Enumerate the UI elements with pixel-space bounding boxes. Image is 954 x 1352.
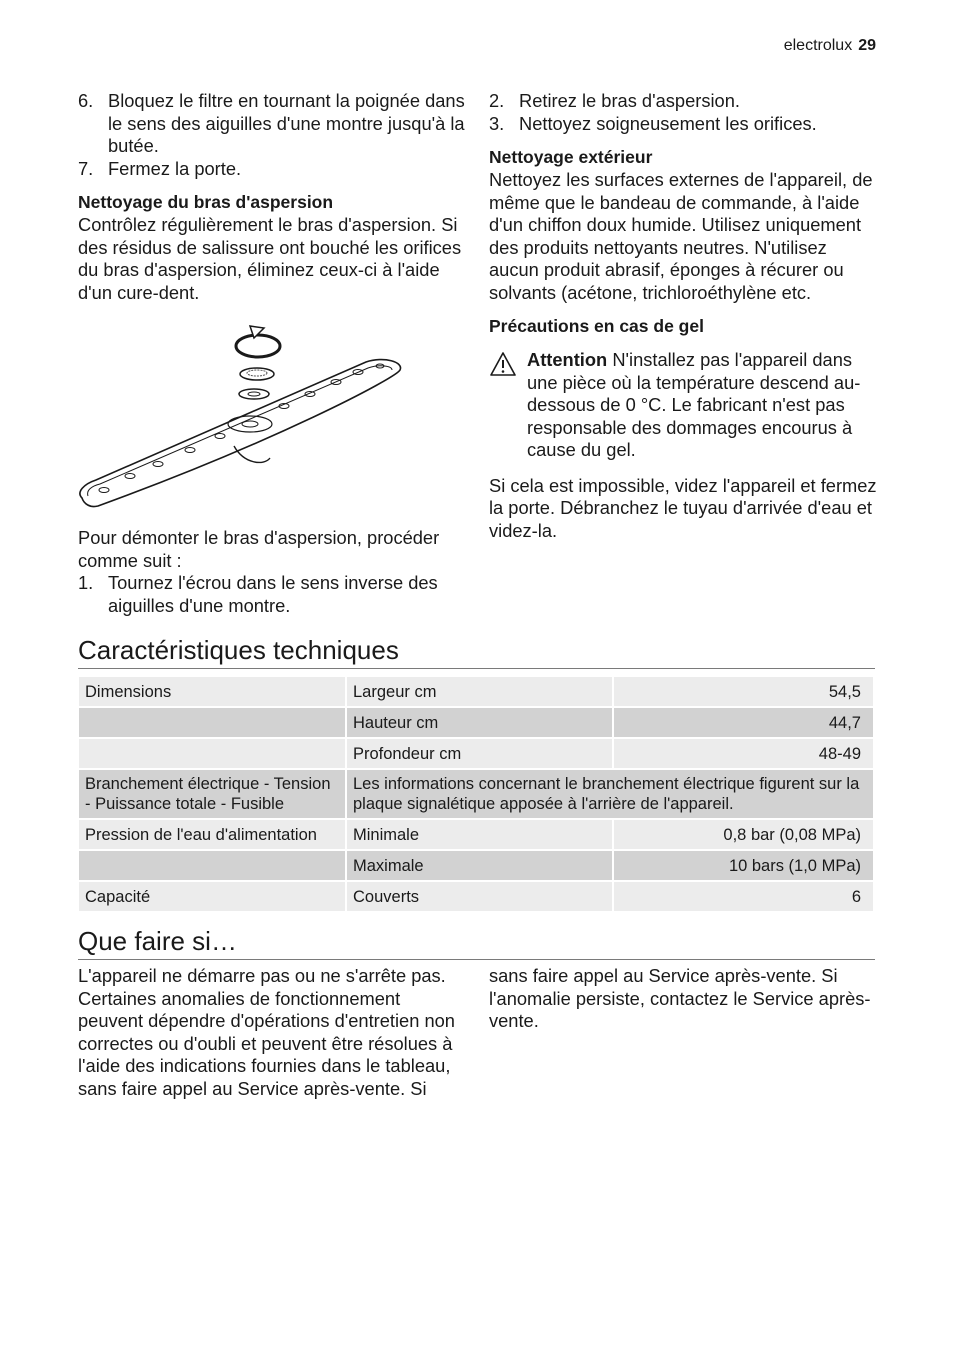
troubleshoot-left-column [78, 965, 468, 1100]
warning-triangle-icon [489, 351, 517, 377]
table-row: Hauteur cm 44,7 [78, 707, 874, 738]
section-heading: Précautions en cas de gel [489, 316, 704, 336]
left-column-lower [78, 527, 468, 617]
page-header [784, 37, 876, 55]
specs-title: Caractéristiques techniques [78, 635, 875, 669]
section-heading: Nettoyage extérieur [489, 147, 653, 167]
right-column [489, 90, 879, 542]
steps-list-top [78, 90, 468, 180]
warning-block [489, 349, 879, 462]
troubleshoot-title: Que faire si… [78, 926, 875, 960]
table-row: Dimensions Largeur cm 54,5 [78, 676, 874, 707]
table-row: Branchement électrique - Tension - Puissance totale - Fusible Les informations concernant le branchement électrique figurent sur la plaque signalétique apposée à l'arrière de l'appareil. [78, 769, 874, 819]
nut-part [240, 368, 274, 380]
table-row: Maximale 10 bars (1,0 MPa) [78, 850, 874, 881]
table-row: Capacité Couverts 6 [78, 881, 874, 912]
page-number: 29 [858, 37, 876, 54]
rotate-counterclockwise-icon [236, 326, 280, 357]
left-column [78, 90, 468, 304]
paragraph: Si cela est impossible, videz l'appareil et fermez la porte. Débranchez le tuyau d'arrivée d'eau et videz-la. [489, 474, 877, 541]
spray-arm-part [80, 360, 401, 507]
paragraph: Contrôlez régulièrement le bras d'aspersion. Si des résidus de salissure ont bouché les orifices du bras d'aspersion, éliminez ceux-ci à l'aide d'un cure-dent. [78, 214, 462, 303]
paragraph: Pour démonter le bras d'aspersion, procéder comme suit : [78, 527, 440, 571]
paragraph-continued: sans faire appel au Service après-vente. Si l'anomalie persiste, contactez le Service après-vente. [489, 965, 871, 1031]
paragraph: L'appareil ne démarre pas ou ne s'arrête pas. [78, 965, 446, 986]
list-item: 1. Tournez l'écrou dans le sens inverse des aiguilles d'une montre. [78, 572, 438, 616]
table-row: Pression de l'eau d'alimentation Minimale 0,8 bar (0,08 MPa) [78, 819, 874, 850]
washer-part [239, 389, 269, 399]
warning-text: N'installez pas l'appareil dans une pièce où la température descend au-dessous de 0 °C. Le fabricant n'est pas responsable des dommages encourus à cause du gel. [527, 349, 861, 460]
steps-list-right [489, 90, 879, 135]
table-row: Profondeur cm 48-49 [78, 738, 874, 769]
list-item: 7. Fermez la porte. [78, 157, 242, 179]
spray-arm-illustration [74, 318, 408, 516]
section-heading: Nettoyage du bras d'aspersion [78, 192, 334, 212]
list-item: 6. Bloquez le filtre en tournant la poignée dans le sens des aiguilles d'une montre jusqu'à la butée. [78, 90, 465, 156]
paragraph: Nettoyez les surfaces externes de l'appareil, de même que le bandeau de commande, à l'aide d'un chiffon doux humide. Utilisez uniquement des produits nettoyants neutres. N'utilisez aucun produit abrasif, éponges à récurer ou solvants (acétone, trichloroéthylène etc. [489, 169, 873, 303]
troubleshoot-right-column [489, 965, 879, 1055]
specs-table [77, 675, 875, 913]
list-item: 3. Nettoyez soigneusement les orifices. [489, 112, 817, 134]
steps-list-bottom [78, 572, 468, 617]
brand-name: electrolux [783, 37, 853, 54]
paragraph: Certaines anomalies de fonctionnement peuvent dépendre d'opérations d'entretien non correctes ou d'oubli et peuvent être résolues à l'aide des indications fournies dans le tableau, sans faire appel au Service après-vente. Si [78, 987, 455, 1099]
warning-label: Attention [527, 349, 608, 370]
list-item: 2. Retirez le bras d'aspersion. [489, 90, 740, 111]
